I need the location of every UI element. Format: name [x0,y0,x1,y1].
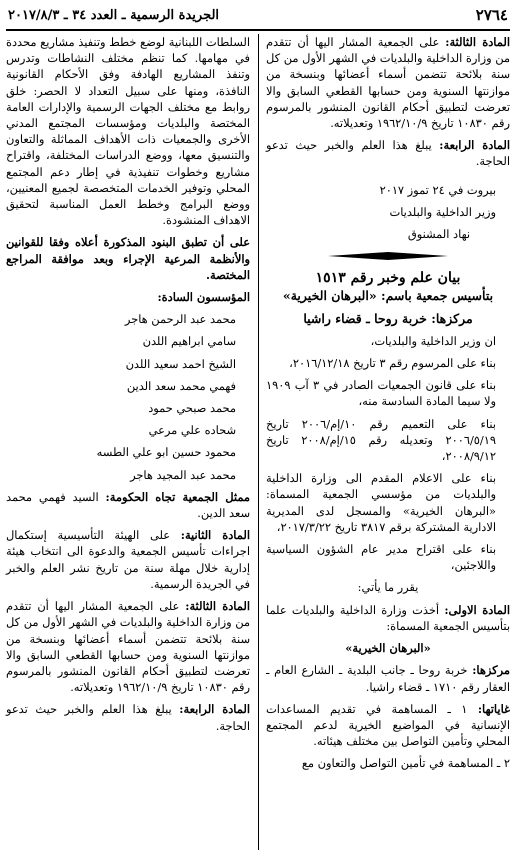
association-name: «البرهان الخيرية» [345,641,431,656]
section-separator [328,252,448,260]
statement-title: بيان علم وخبر رقم ١٥١٣ [315,270,461,287]
header-rule [6,29,510,31]
article-text: على الجمعية المشار اليها أن تتقدم من وزارة الداخلية والبلديات في الشهر الأول من كل سنة بلائحة تتضمن أسماء أعضائها وبنسخة من موازنتها السنوية ومن حسابها القطعي السابق والا تعرضت لتطبيق أحكام القانون المنشور بالمرسوم رقم ١٠٨٣٠ تاريخ ١٩٦٢/١٠/٩ وتعديلاته. [266,35,510,131]
article-three-left [6,598,250,695]
article-one [266,602,510,634]
article-text: يبلغ هذا العلم والخبر حيث تدعو الحاجة. [266,138,510,169]
article-four-left [6,701,250,733]
representative [6,489,250,521]
hq-text: خربة روحا ـ جانب البلدية ـ الشارع العام ـ العقار رقم ١٧١٠ ـ قضاء راشيا. [266,663,510,694]
founder-name: الشيخ احمد سعيد اللدن [125,356,236,371]
preamble-line: ان وزير الداخلية والبلديات، [370,333,496,348]
article-label: المادة الرابعة: [179,702,250,717]
decides-line: يقرر ما يأتي: [357,580,419,595]
column-divider [258,34,259,850]
goals-continued: السلطات اللبنانية لوضع خطط وتنفيذ مشاريع محددة في مهامها. كما تنظم مختلف النشاطات وتدرس وتنفذ المشاريع الهادفة وفق الأحكام القانونية النافذة، ومنها على سبيل التعداد لا الحصر: خلق روابط مع مختلف الجهات الرسمية والإدارات العامة المختصة والبلديات ومؤسسات المجتمع المدني الأخرى والجمعيات ذات الأهداف المماثلة والتعاون والتنسيق معها، ووضع الدراسات المختلفة، واقتراح مشاريع وخطوات تنفيذية في إطار دعم المجتمع المحلي وتوفير الخدمات المتخصصة لجميع المعنيين، ووضع البرامج وخطط العمل المناسبة لتحقيق الاهداف المنشودة. [6,35,250,228]
article-text: على الجمعية المشار اليها أن تتقدم من وزارة الداخلية والبلديات في الشهر الأول من كل سنة بلائحة تتضمن أسماء أعضائها وبنسخة من موازنتها السنوية ومن حسابها القطعي السابق والا تعرضت لتطبيق أحكام القانون المنشور بالمرسوم رقم ١٠٨٣٠ تاريخ ١٩٦٢/١٠/٩ وتعديلاته. [6,599,250,695]
rep-text: السيد فهمي محمد سعد الدين. [6,489,250,521]
page-header [6,6,510,28]
right-column [266,34,510,852]
article-label: المادة الثانية: [180,528,250,543]
article-label: المادة الاولى: [444,602,511,617]
article-four [266,137,510,169]
statement-location: مركزها: خربة روحا ـ قضاء راشيا [303,310,473,326]
minister-name: نهاد المشنوق [407,227,470,242]
preamble-line: بناء على المرسوم رقم ٣ تاريخ ٢٠١٦/١٢/١٨، [289,356,496,371]
founder-name: محمد صبحي حمود [148,401,236,416]
page-number: ٢٧٦٤ [475,6,508,24]
article-text: يبلغ هذا العلم والخبر حيث تدعو الحاجة. [6,702,250,733]
left-column [6,34,250,852]
preamble-line: بناء على اقتراح مدير عام الشؤون السياسية واللاجئين، [266,542,496,573]
rep-label: ممثل الجمعية تجاه الحكومة: [105,489,251,504]
founder-name: شحاده علي مرعي [148,423,236,438]
headquarters [266,662,510,694]
goal-two: ٢ ـ المساهمة في تأمين التواصل والتعاون مع [301,756,510,771]
goals-text: ١ ـ المساهمة في تقديم المساعدات الإنسانية في المواضيع الخيرية لدعم المجتمع المحلي وتأمين التواصل بين مختلف هيئاته. [266,701,510,749]
compliance-clause: على أن تطبق البنود المذكورة أعلاه وفقا للقوانين والأنظمة المرعية الإجراء وبعد موافقة المراجع المختصة. [6,235,250,282]
founder-name: فهمي محمد سعد الدين [126,378,236,393]
header-title: الجريدة الرسمية ـ العدد ٣٤ ـ ٢٠١٧/٨/٣ [8,8,220,23]
founder-name: سامي ابراهيم اللدن [142,334,236,349]
statement-subtitle: بتأسيس جمعية باسم: «البرهان الخيرية» [282,288,494,304]
preamble-line: بناء على التعميم رقم ١٠/إم/٢٠٠٦ تاريخ ٢٠٠٦/٥/١٩ وتعديله رقم ١٥/إم/٢٠٠٨ تاريخ ٢٠٠٨/٩/١٢، [266,416,496,464]
founder-name: محمد عبد المجيد هاجر [130,467,236,482]
place-date: بيروت في ٢٤ تموز ٢٠١٧ [379,182,496,197]
preamble-line: بناء على الاعلام المقدم الى وزارة الداخلية والبلديات من مؤسسي الجمعية المسماة: «البرهان الخيرية» والمسجل لدى المديرية الادارية المشتركة برقم ٣٨١٧ تاريخ ٢٠١٧/٣/٢٢، [266,471,496,534]
article-text: على الهيئة التأسيسية إستكمال اجراءات تأسيس الجمعية والدعوة الى انتخاب هيئة إدارية خلال مهلة سنة من تاريخ نشر العلم والخبر في الجريدة الرسمية. [6,528,250,591]
article-label: المادة الثالثة: [445,35,510,49]
article-label: المادة الرابعة: [439,138,510,153]
article-three [266,34,510,131]
article-two [6,527,250,592]
minister-title: وزير الداخلية والبلديات [389,204,496,219]
founder-name: محمود حسين ابو علي الطسه [96,445,236,460]
founders-label: المؤسسون السادة: [157,290,250,305]
article-label: المادة الثالثة: [185,599,250,614]
article-text: أخذت وزارة الداخلية والبلديات علما بتأسيس الجمعية المسماة: [266,602,510,633]
hq-label: مركزها: [472,663,510,678]
goals-label: غاياتها: [477,701,510,716]
founders-list [6,311,250,483]
preamble-line: بناء على قانون الجمعيات الصادر في ٣ آب ١٩٠٩ ولا سيما المادة السادسة منه، [266,378,496,409]
founder-name: محمد عبد الرحمن هاجر [124,312,236,327]
goals [266,701,510,750]
